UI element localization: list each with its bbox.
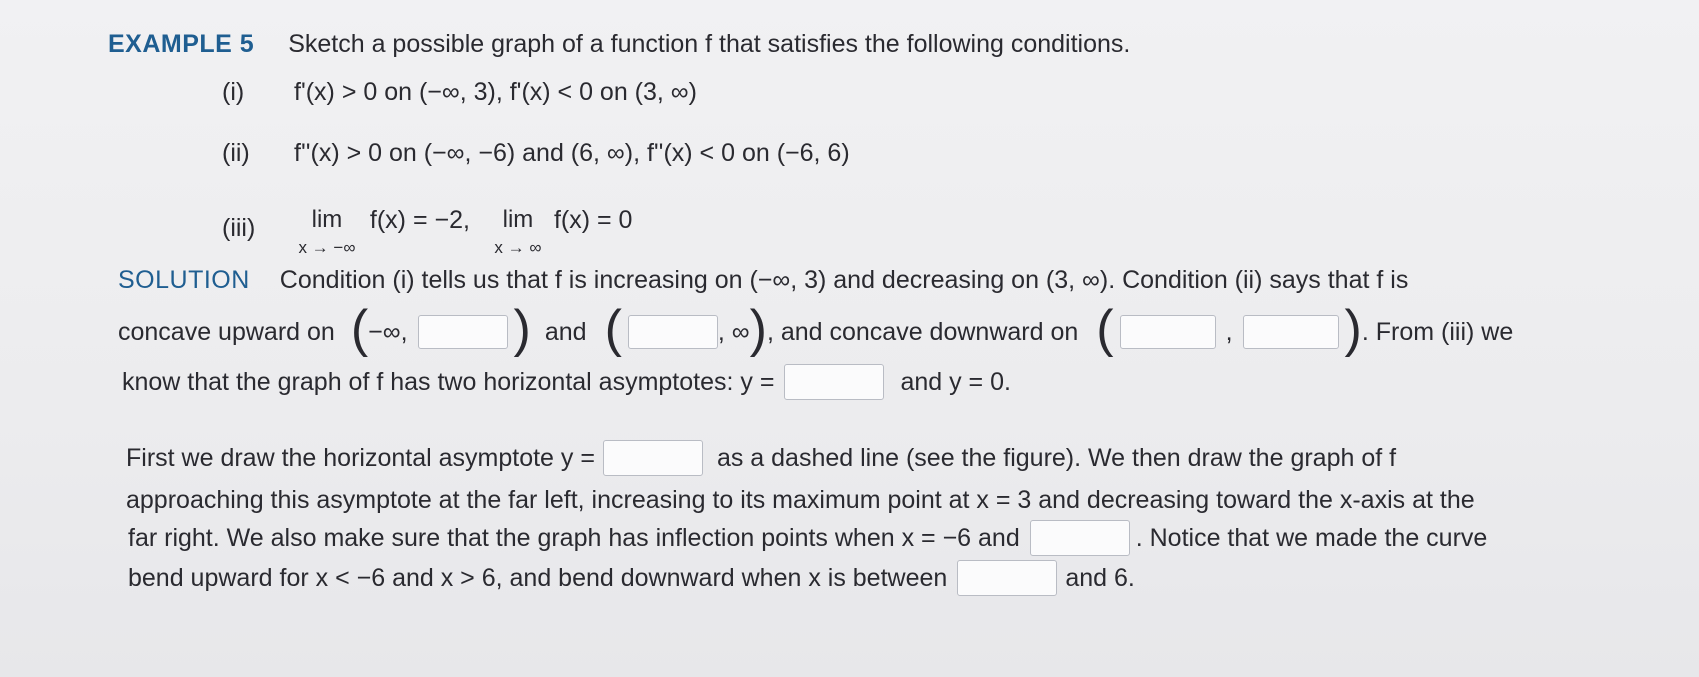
close-paren: ) — [1344, 300, 1362, 358]
paragraph-line-3 — [128, 520, 1487, 556]
paragraph-text: bend upward for x < −6 and x > 6, and bend downward when x is between — [128, 563, 948, 592]
condition-text: f''(x) > 0 on (−∞, −6) and (6, ∞), f''(x) < 0 on (−6, 6) — [294, 139, 850, 167]
paragraph-text: and 6. — [1065, 563, 1135, 592]
lim-subscript: x → ∞ — [494, 238, 542, 257]
paragraph-line-2 — [126, 486, 1475, 515]
interval-start: −∞, — [368, 317, 408, 346]
lim-subscript: x → −∞ — [298, 238, 356, 257]
lim-label: lim — [311, 206, 343, 233]
condition-i — [222, 78, 697, 107]
condition-number: (iii) — [222, 214, 256, 242]
close-paren: ) — [749, 300, 767, 358]
solution-line-1 — [118, 266, 1408, 295]
interval-end: , ∞ — [717, 317, 750, 346]
paragraph-text: far right. We also make sure that the graph has inflection points when x = −6 and — [128, 523, 1020, 552]
comma: , — [1225, 317, 1233, 346]
condition-text: f'(x) > 0 on (−∞, 3), f'(x) < 0 on (3, ∞) — [294, 78, 697, 106]
answer-box-3[interactable] — [1120, 315, 1216, 349]
solution-text: know that the graph of f has two horizontal asymptotes: y = — [122, 367, 775, 396]
open-paren: ( — [1096, 300, 1114, 358]
paragraph-text: First we draw the horizontal asymptote y = — [126, 443, 595, 472]
solution-text: concave upward on — [118, 317, 335, 346]
example-prompt: Sketch a possible graph of a function f that satisfies the following conditions. — [288, 30, 1131, 58]
condition-iii — [222, 206, 632, 258]
open-paren: ( — [350, 300, 369, 358]
answer-box-6[interactable] — [603, 440, 703, 476]
limit-neg-inf — [298, 206, 355, 258]
limit-expr: f(x) = −2, — [369, 206, 470, 234]
paragraph-text: . Notice that we made the curve — [1135, 523, 1488, 552]
solution-text: Condition (i) tells us that f is increasing on (−∞, 3) and decreasing on (3, ∞). Condition (ii) says that f is — [279, 266, 1409, 294]
answer-box-1[interactable] — [418, 315, 508, 349]
paragraph-line-1 — [126, 440, 1396, 476]
solution-label: SOLUTION — [118, 266, 250, 294]
answer-box-4[interactable] — [1243, 315, 1339, 349]
example-label: EXAMPLE 5 — [108, 30, 255, 58]
lim-label: lim — [502, 206, 534, 233]
close-paren: ) — [513, 300, 531, 358]
solution-line-2 — [118, 300, 1514, 358]
solution-text: . From (iii) we — [1361, 317, 1514, 346]
solution-text: , and concave downward on — [766, 317, 1079, 346]
answer-box-5[interactable] — [784, 364, 884, 400]
paragraph-text: as a dashed line (see the figure). We then draw the graph of f — [716, 443, 1397, 472]
paragraph-text: approaching this asymptote at the far left, increasing to its maximum point at x = 3 and decreasing toward the x-axis at the — [126, 486, 1475, 514]
condition-number: (i) — [222, 78, 245, 106]
limit-pos-inf — [494, 206, 541, 258]
limit-expr: f(x) = 0 — [553, 206, 633, 234]
answer-box-2[interactable] — [628, 315, 718, 349]
answer-box-7[interactable] — [1030, 520, 1130, 556]
condition-number: (ii) — [222, 139, 250, 167]
paragraph-line-4 — [128, 560, 1135, 596]
example-header — [108, 30, 1130, 59]
answer-box-8[interactable] — [957, 560, 1057, 596]
condition-ii — [222, 139, 850, 168]
solution-line-3 — [122, 364, 1011, 400]
solution-text: and — [544, 317, 587, 346]
open-paren: ( — [604, 300, 622, 358]
solution-text: and y = 0. — [900, 367, 1011, 396]
